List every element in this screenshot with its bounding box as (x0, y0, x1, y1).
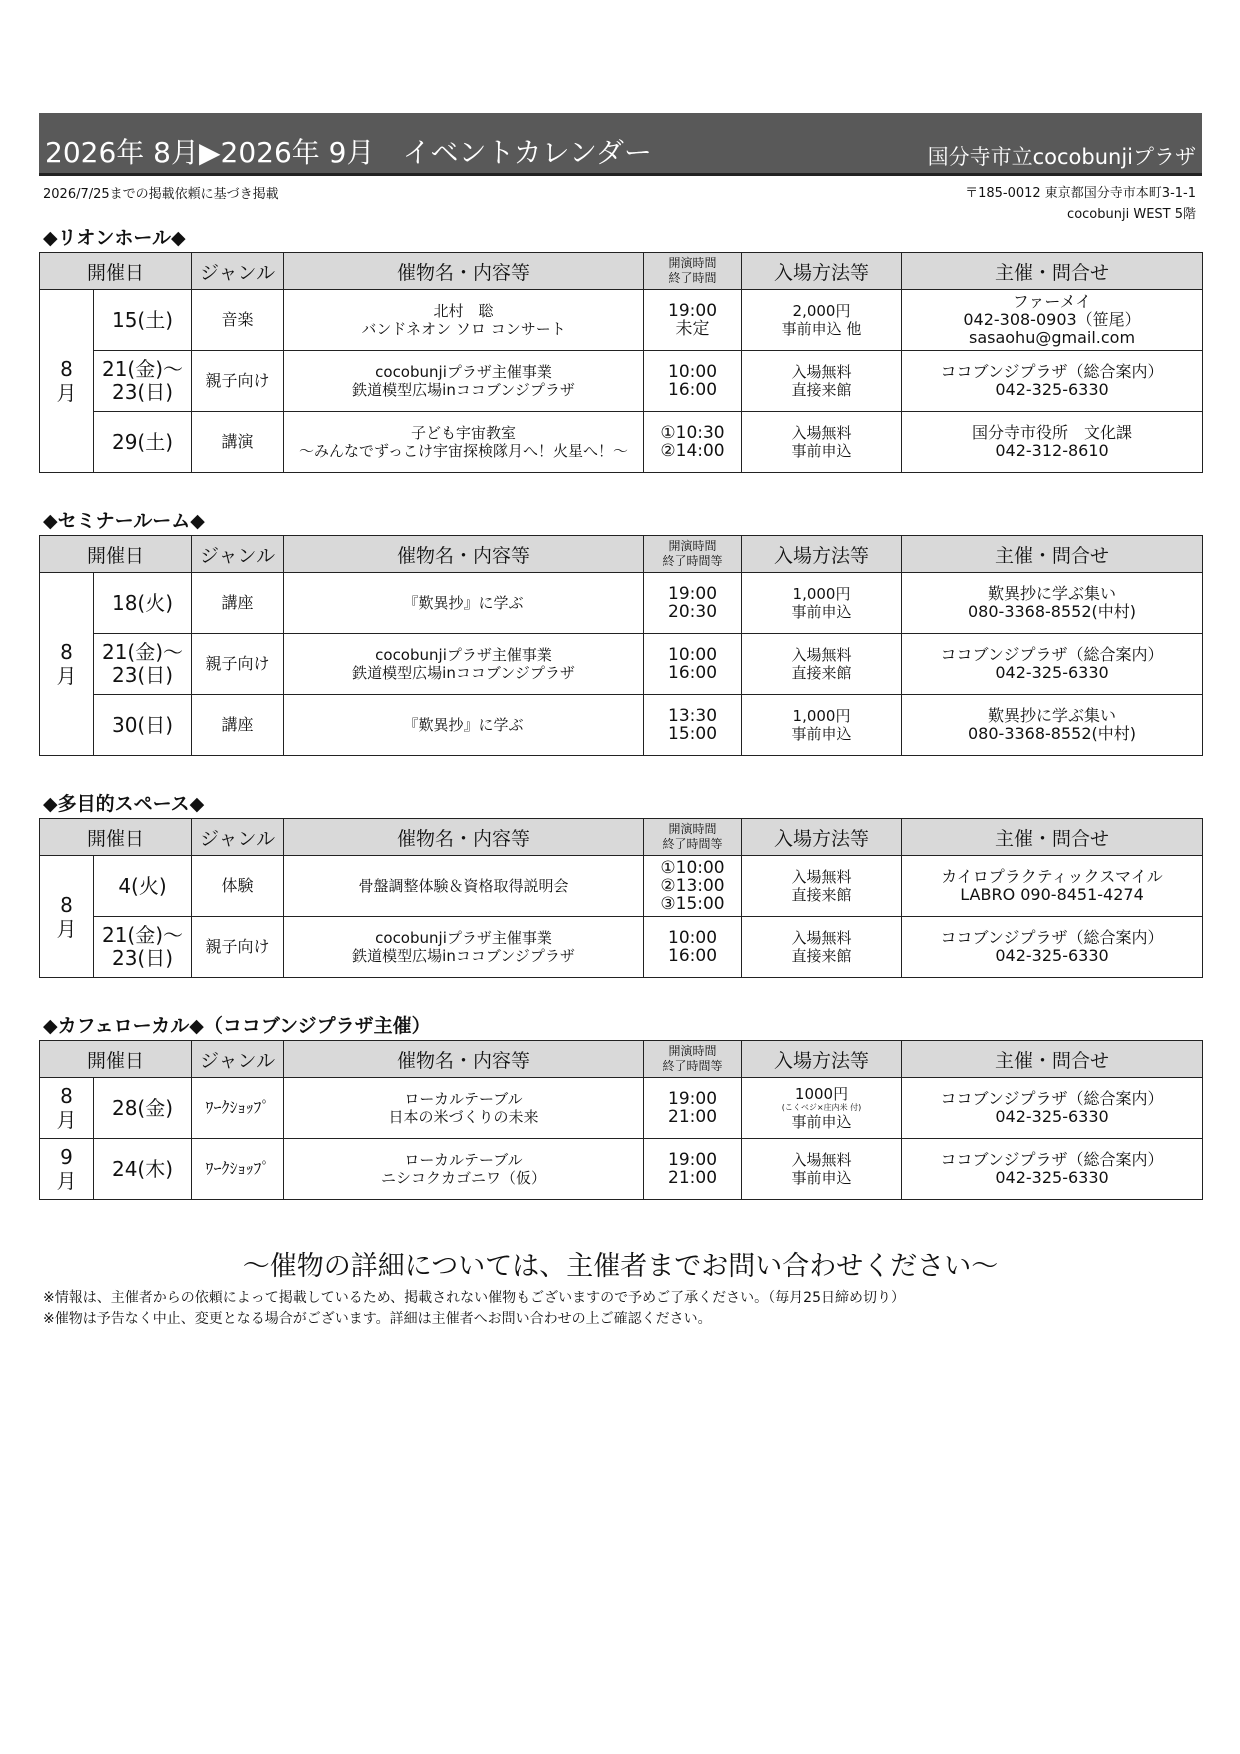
time-line: 10:00 (668, 928, 718, 948)
month-line: 月 (56, 381, 77, 405)
event-cell (284, 412, 644, 473)
contact-line: ココブンジプラザ（総合案内） (940, 645, 1164, 664)
contact-cell (902, 634, 1203, 695)
admission-line: 直接来館 (791, 947, 852, 965)
contact-line: ココブンジプラザ（総合案内） (940, 928, 1164, 947)
date-line: 23(日) (111, 663, 174, 687)
contact-cell (902, 573, 1203, 634)
admission-line: 事前申込 (791, 725, 852, 743)
contact-cell (902, 1139, 1203, 1200)
date-cell (94, 856, 192, 917)
col-header-time-end: 終了時間等 (662, 1059, 723, 1073)
table-row (40, 1078, 1203, 1139)
date-cell (94, 1078, 192, 1139)
contact-line: 042-308-0903（笹尾） (963, 310, 1141, 329)
venue-heading: ◆多目的スペース◆ (43, 793, 205, 815)
admission-line: 入場無料 (791, 424, 852, 442)
section-gap (39, 473, 1202, 503)
time-cell (644, 695, 742, 756)
genre-cell: 音楽 (192, 290, 284, 351)
date-line: 29(土) (111, 429, 174, 454)
section-gap (39, 756, 1202, 786)
admission-cell (742, 573, 902, 634)
time-line: 20:30 (668, 602, 718, 622)
time-line: 21:00 (668, 1107, 718, 1127)
contact-line: カイロプラクティックスマイル (941, 867, 1163, 886)
admission-line: 入場無料 (791, 1151, 852, 1169)
admission-line: 事前申込 (791, 442, 852, 460)
month-line: 月 (56, 1169, 77, 1193)
admission-cell (742, 412, 902, 473)
contact-line: 042-325-6330 (995, 1168, 1109, 1187)
col-header-time-end: 終了時間 (668, 271, 717, 285)
col-header-admission: 入場方法等 (742, 253, 902, 290)
meta-info (39, 176, 1202, 220)
date-line: 23(日) (111, 380, 174, 404)
event-line: cocobunjiプラザ主催事業 (375, 929, 552, 947)
contact-cell (902, 695, 1203, 756)
date-line: 24(木) (111, 1156, 174, 1181)
time-cell (644, 573, 742, 634)
page-title: 2026年 8月▶2026年 9月 イベントカレンダー (45, 136, 652, 169)
time-line: 19:00 (668, 1089, 718, 1109)
footer-notes (39, 1288, 1202, 1330)
month-line: 8 (60, 892, 73, 917)
admission-cell (742, 290, 902, 351)
contact-line: ココブンジプラザ（総合案内） (940, 362, 1164, 381)
event-cell (284, 1078, 644, 1139)
event-line: 鉄道模型広場inココブンジプラザ (352, 947, 575, 965)
venue-sections (39, 224, 1202, 1200)
time-line: 16:00 (668, 946, 718, 966)
col-header-contact: 主催・問合せ (902, 819, 1203, 856)
event-calendar-page (39, 113, 1202, 1330)
month-cell (40, 573, 94, 756)
col-header-date: 開催日 (40, 253, 192, 290)
time-line: 13:30 (668, 706, 718, 726)
genre-cell: 講演 (192, 412, 284, 473)
contact-line: 080-3368-8552(中村) (968, 724, 1137, 743)
section-gap (39, 978, 1202, 1008)
date-line: 23(日) (111, 946, 174, 970)
event-line: 日本の米づくりの未来 (388, 1108, 539, 1126)
contact-line: LABRO 090-8451-4274 (960, 885, 1144, 904)
time-line: ②13:00 (660, 876, 725, 896)
footer-note-1: ※情報は、主催者からの依頼によって掲載しているため、掲載されない催物もございますので予めご了承ください。（毎月25日締め切り） (43, 1290, 905, 1306)
header-row (40, 1041, 1203, 1078)
month-line: 8 (60, 357, 73, 381)
table-row (40, 917, 1203, 978)
contact-cell (902, 1078, 1203, 1139)
event-line: 北村 聡 (433, 302, 494, 320)
admission-line: 事前申込 (791, 1113, 852, 1131)
col-header-event: 催物名・内容等 (284, 253, 644, 290)
col-header-time-end: 終了時間等 (662, 837, 723, 851)
contact-cell (902, 917, 1203, 978)
table-row (40, 1139, 1203, 1200)
admission-line: 事前申込 (791, 603, 852, 621)
genre-cell: 親子向け (192, 351, 284, 412)
address (965, 183, 1196, 225)
event-table (39, 818, 1203, 978)
admission-line: 事前申込 (791, 1169, 852, 1187)
admission-line: 直接来館 (791, 381, 852, 399)
admission-line: 事前申込 他 (781, 320, 862, 338)
time-cell (644, 856, 742, 917)
col-header-admission: 入場方法等 (742, 1041, 902, 1078)
event-line: バンドネオン ソロ コンサート (361, 320, 566, 338)
date-cell (94, 1139, 192, 1200)
event-line: 『歎異抄』に学ぶ (403, 594, 524, 612)
genre-cell: ﾜｰｸｼｮｯﾌﾟ (192, 1078, 284, 1139)
col-header-genre: ジャンル (192, 1041, 284, 1078)
admission-cell (742, 351, 902, 412)
month-cell (40, 1078, 94, 1139)
admission-line: 入場無料 (791, 646, 852, 664)
event-table (39, 252, 1203, 473)
col-header-time-end: 終了時間等 (662, 554, 723, 568)
month-line: 月 (56, 664, 77, 688)
col-header-genre: ジャンル (192, 253, 284, 290)
venue-heading: ◆カフェローカル◆（ココブンジプラザ主催） (43, 1015, 431, 1037)
organization-name: 国分寺市立cocobunjiプラザ (927, 145, 1196, 169)
event-cell (284, 290, 644, 351)
time-line: 16:00 (668, 380, 718, 400)
col-header-admission: 入場方法等 (742, 536, 902, 573)
admission-cell (742, 856, 902, 917)
table-row (40, 634, 1203, 695)
date-line: 30(日) (111, 712, 174, 737)
col-header-event: 催物名・内容等 (284, 819, 644, 856)
admission-line: 直接来館 (791, 664, 852, 682)
event-line: cocobunjiプラザ主催事業 (375, 646, 552, 664)
contact-cell (902, 856, 1203, 917)
event-line: 鉄道模型広場inココブンジプラザ (352, 381, 575, 399)
table-row (40, 351, 1203, 412)
month-line: 月 (56, 1108, 77, 1132)
contact-cell (902, 412, 1203, 473)
time-line: 10:00 (668, 645, 718, 665)
genre-cell: 講座 (192, 573, 284, 634)
contact-line: ココブンジプラザ（総合案内） (940, 1150, 1164, 1169)
time-line: 19:00 (668, 301, 718, 321)
event-cell (284, 634, 644, 695)
month-line: 8 (60, 640, 73, 664)
time-cell (644, 290, 742, 351)
event-cell (284, 695, 644, 756)
col-header-genre: ジャンル (192, 536, 284, 573)
col-header-contact: 主催・問合せ (902, 1041, 1203, 1078)
date-line: 21(金)〜 (101, 357, 184, 381)
col-header-time-start: 開演時間 (668, 256, 717, 270)
contact-line: 042-325-6330 (995, 946, 1109, 965)
genre-cell: 親子向け (192, 634, 284, 695)
date-cell (94, 290, 192, 351)
contact-line: 042-325-6330 (995, 1107, 1109, 1126)
genre-cell: 親子向け (192, 917, 284, 978)
admission-line: 直接来館 (791, 886, 852, 904)
admission-cell (742, 1078, 902, 1139)
month-line: 9 (60, 1145, 73, 1169)
col-header-time-start: 開演時間 (668, 1044, 717, 1058)
date-line: 18(火) (111, 590, 174, 615)
date-cell (94, 917, 192, 978)
time-line: ③15:00 (660, 894, 725, 914)
footer-note-2: ※催物は予告なく中止、変更となる場合がございます。詳細は主催者へお問い合わせの上ご確認ください。 (43, 1311, 712, 1327)
table-row (40, 695, 1203, 756)
venue-heading: ◆セミナールーム◆ (43, 510, 205, 532)
time-line: 19:00 (668, 584, 718, 604)
month-cell (40, 290, 94, 473)
event-line: ニシコクカゴニワ（仮） (381, 1169, 547, 1187)
admission-line: 入場無料 (791, 929, 852, 947)
time-line: 19:00 (668, 1150, 718, 1170)
venue-heading: ◆リオンホール◆ (43, 227, 186, 249)
date-line: 21(金)〜 (101, 923, 184, 947)
contact-line: ファーメイ (1012, 292, 1092, 311)
month-line: 月 (56, 916, 77, 941)
header-row (40, 819, 1203, 856)
col-header-event: 催物名・内容等 (284, 1041, 644, 1078)
time-cell (644, 351, 742, 412)
admission-cell (742, 1139, 902, 1200)
time-line: 10:00 (668, 362, 718, 382)
admission-cell (742, 634, 902, 695)
date-line: 4(火) (118, 873, 167, 898)
publication-basis: 2026/7/25までの掲載依頼に基づき掲載 (43, 187, 279, 202)
genre-cell: 体験 (192, 856, 284, 917)
contact-cell (902, 290, 1203, 351)
col-header-date: 開催日 (40, 536, 192, 573)
event-cell (284, 1139, 644, 1200)
time-line: ①10:30 (660, 423, 725, 443)
contact-line: 歎異抄に学ぶ集い (988, 706, 1117, 725)
col-header-contact: 主催・問合せ (902, 253, 1203, 290)
time-cell (644, 634, 742, 695)
genre-cell: 講座 (192, 695, 284, 756)
event-line: cocobunjiプラザ主催事業 (375, 363, 552, 381)
table-row (40, 573, 1203, 634)
col-header-time (644, 819, 742, 856)
event-line: 『歎異抄』に学ぶ (403, 716, 524, 734)
date-cell (94, 634, 192, 695)
contact-line: 歎異抄に学ぶ集い (988, 584, 1117, 603)
time-line: ①10:00 (660, 858, 725, 878)
header-row (40, 536, 1203, 573)
admission-line: (こくベジ×庄内米 付) (781, 1103, 862, 1112)
col-header-contact: 主催・問合せ (902, 536, 1203, 573)
time-cell (644, 1139, 742, 1200)
col-header-time (644, 253, 742, 290)
address-line-1: 〒185-0012 東京都国分寺市本町3-1-1 (965, 186, 1196, 201)
admission-line: 入場無料 (791, 363, 852, 381)
time-line: 16:00 (668, 663, 718, 683)
event-cell (284, 573, 644, 634)
table-row (40, 290, 1203, 351)
event-line: 骨盤調整体験＆資格取得説明会 (358, 877, 569, 895)
event-table (39, 535, 1203, 756)
col-header-time (644, 1041, 742, 1078)
time-line: 21:00 (668, 1168, 718, 1188)
event-line: 鉄道模型広場inココブンジプラザ (352, 664, 575, 682)
admission-line: 入場無料 (791, 868, 852, 886)
col-header-date: 開催日 (40, 1041, 192, 1078)
date-cell (94, 351, 192, 412)
contact-line: sasaohu@gmail.com (968, 328, 1136, 347)
admission-cell (742, 917, 902, 978)
col-header-date: 開催日 (40, 819, 192, 856)
col-header-genre: ジャンル (192, 819, 284, 856)
month-line: 8 (60, 1084, 73, 1108)
time-line: ②14:00 (660, 441, 725, 461)
date-line: 21(金)〜 (101, 640, 184, 664)
col-header-time-start: 開演時間 (668, 822, 717, 836)
contact-cell (902, 351, 1203, 412)
col-header-admission: 入場方法等 (742, 819, 902, 856)
time-cell (644, 917, 742, 978)
event-line: ローカルテーブル (404, 1151, 523, 1169)
event-cell (284, 856, 644, 917)
date-cell (94, 412, 192, 473)
contact-line: 080-3368-8552(中村) (968, 602, 1137, 621)
admission-line: 1000円 (794, 1085, 849, 1103)
contact-line: 042-325-6330 (995, 380, 1109, 399)
event-line: 子ども宇宙教室 (411, 424, 517, 442)
date-line: 28(金) (111, 1095, 174, 1120)
contact-line: ココブンジプラザ（総合案内） (940, 1089, 1164, 1108)
admission-line: 2,000円 (792, 302, 851, 320)
header-row (40, 253, 1203, 290)
title-banner (39, 113, 1202, 176)
time-cell (644, 1078, 742, 1139)
contact-line: 042-325-6330 (995, 663, 1109, 682)
col-header-time-start: 開演時間 (668, 539, 717, 553)
table-row (40, 856, 1203, 917)
time-cell (644, 412, 742, 473)
event-cell (284, 917, 644, 978)
admission-line: 1,000円 (792, 585, 851, 603)
event-cell (284, 351, 644, 412)
contact-line: 042-312-8610 (995, 441, 1109, 460)
time-line: 15:00 (668, 724, 718, 744)
address-line-2: cocobunji WEST 5階 (1067, 207, 1196, 222)
month-cell (40, 1139, 94, 1200)
time-line: 未定 (675, 319, 710, 339)
admission-cell (742, 695, 902, 756)
col-header-event: 催物名・内容等 (284, 536, 644, 573)
date-cell (94, 695, 192, 756)
contact-line: 国分寺市役所 文化課 (972, 423, 1133, 442)
event-line: ローカルテーブル (404, 1090, 523, 1108)
genre-cell: ﾜｰｸｼｮｯﾌﾟ (192, 1139, 284, 1200)
date-cell (94, 573, 192, 634)
month-cell (40, 856, 94, 978)
footer-headline: 〜催物の詳細については、主催者までお問い合わせください〜 (242, 1251, 999, 1282)
table-row (40, 412, 1203, 473)
col-header-time (644, 536, 742, 573)
event-table (39, 1040, 1203, 1200)
event-line: 〜みんなでずっこけ宇宙探検隊月へ！火星へ！〜 (298, 442, 629, 460)
admission-line: 1,000円 (792, 707, 851, 725)
date-line: 15(土) (111, 307, 174, 332)
